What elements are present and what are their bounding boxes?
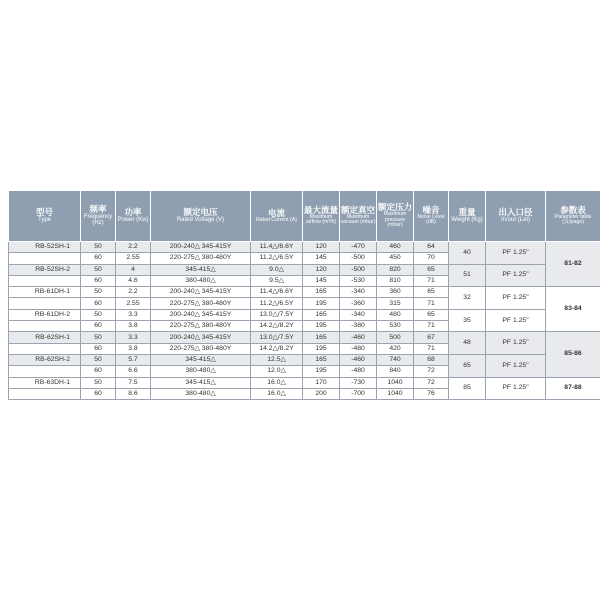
frequency: 60 [81, 275, 116, 286]
table-row [9, 332, 600, 343]
current: 9.0△ [251, 264, 303, 275]
pressure: 500 [377, 332, 414, 343]
voltage: 220-275△ 380-480Y [151, 343, 251, 354]
vacuum: -460 [340, 354, 377, 365]
inout: PF 1.25" [486, 332, 546, 355]
inout: PF 1.25" [486, 309, 546, 332]
vacuum: -460 [340, 332, 377, 343]
header-voltage: 额定电压 Rated Voltage (V) [151, 191, 251, 242]
airflow: 120 [303, 264, 340, 275]
power: 7.5 [116, 377, 151, 388]
vacuum: -730 [340, 377, 377, 388]
vacuum: -380 [340, 321, 377, 332]
vacuum: -700 [340, 388, 377, 399]
voltage: 345-415△ [151, 354, 251, 365]
power: 2.55 [116, 298, 151, 309]
noise: 70 [414, 253, 449, 264]
weight: 35 [449, 309, 486, 332]
header-parameter-table: 参数表 Parameter table (页/page) [546, 191, 600, 242]
pressure: 480 [377, 309, 414, 320]
noise: 72 [414, 366, 449, 377]
power: 2.55 [116, 253, 151, 264]
header-noise: 噪音 Noise Level (dB) [414, 191, 449, 242]
inout: PF 1.25" [486, 377, 546, 400]
noise: 65 [414, 287, 449, 298]
pressure: 1040 [377, 377, 414, 388]
weight: 48 [449, 332, 486, 355]
current: 12.5△ [251, 354, 303, 365]
pressure: 740 [377, 354, 414, 365]
inout: PF 1.25" [486, 287, 546, 310]
airflow: 195 [303, 298, 340, 309]
airflow: 165 [303, 354, 340, 365]
voltage: 380-480△ [151, 275, 251, 286]
header-frequency: 频率 Frequency (Hz) [81, 191, 116, 242]
frequency: 60 [81, 253, 116, 264]
pressure: 315 [377, 298, 414, 309]
power: 3.8 [116, 343, 151, 354]
header-current: 电流 Rated Current (A) [251, 191, 303, 242]
model-type [9, 388, 81, 399]
current: 14.2△/8.2Y [251, 321, 303, 332]
power: 2.2 [116, 242, 151, 253]
power: 6.6 [116, 366, 151, 377]
pressure: 1040 [377, 388, 414, 399]
current: 12.0△ [251, 366, 303, 377]
airflow: 165 [303, 309, 340, 320]
current: 16.0△ [251, 377, 303, 388]
header-weight: 重量 Weight (Kg) [449, 191, 486, 242]
current: 11.4△/6.6Y [251, 242, 303, 253]
parameter-page: 81-82 [546, 242, 600, 287]
model-type: RB-62SH-1 [9, 332, 81, 343]
model-type: RB-52SH-1 [9, 242, 81, 253]
inout: PF 1.25" [486, 354, 546, 377]
voltage: 200-240△ 345-415Y [151, 309, 251, 320]
airflow: 165 [303, 332, 340, 343]
current: 16.0△ [251, 388, 303, 399]
model-type: RB-62SH-2 [9, 354, 81, 365]
frequency: 50 [81, 287, 116, 298]
model-type [9, 275, 81, 286]
airflow: 145 [303, 275, 340, 286]
frequency: 50 [81, 377, 116, 388]
table-row [9, 309, 600, 320]
header-power: 功率 Power (Kw) [116, 191, 151, 242]
frequency: 60 [81, 298, 116, 309]
pressure: 450 [377, 253, 414, 264]
current: 9.5△ [251, 275, 303, 286]
model-type: RB-61DH-1 [9, 287, 81, 298]
weight: 85 [449, 377, 486, 400]
power: 4 [116, 264, 151, 275]
airflow: 165 [303, 287, 340, 298]
airflow: 195 [303, 321, 340, 332]
vacuum: -340 [340, 287, 377, 298]
current: 13.0△/7.5Y [251, 309, 303, 320]
voltage: 200-240△ 345-415Y [151, 242, 251, 253]
noise: 71 [414, 343, 449, 354]
model-type [9, 343, 81, 354]
vacuum: -530 [340, 275, 377, 286]
vacuum: -360 [340, 298, 377, 309]
power: 8.6 [116, 388, 151, 399]
weight: 32 [449, 287, 486, 310]
table-row [9, 377, 600, 388]
inout: PF 1.25" [486, 264, 546, 287]
current: 14.2△/8.2Y [251, 343, 303, 354]
noise: 64 [414, 242, 449, 253]
model-type: RB-52SH-2 [9, 264, 81, 275]
voltage: 345-415△ [151, 377, 251, 388]
voltage: 200-240△ 345-415Y [151, 287, 251, 298]
noise: 65 [414, 264, 449, 275]
airflow: 170 [303, 377, 340, 388]
model-type [9, 321, 81, 332]
model-type [9, 366, 81, 377]
weight: 51 [449, 264, 486, 287]
frequency: 50 [81, 354, 116, 365]
power: 4.6 [116, 275, 151, 286]
frequency: 60 [81, 343, 116, 354]
vacuum: -470 [340, 242, 377, 253]
voltage: 220-275△ 380-480Y [151, 321, 251, 332]
weight: 40 [449, 242, 486, 265]
voltage: 345-415△ [151, 264, 251, 275]
noise: 65 [414, 309, 449, 320]
voltage: 380-480△ [151, 388, 251, 399]
airflow: 145 [303, 253, 340, 264]
power: 3.3 [116, 332, 151, 343]
voltage: 220-275△ 380-480Y [151, 253, 251, 264]
airflow: 195 [303, 366, 340, 377]
table-row [9, 287, 600, 298]
weight: 65 [449, 354, 486, 377]
model-type: RB-61DH-2 [9, 309, 81, 320]
voltage: 200-240△ 345-415Y [151, 332, 251, 343]
parameter-page: 87-88 [546, 377, 600, 400]
inout: PF 1.25" [486, 242, 546, 265]
current: 11.2△/6.5Y [251, 253, 303, 264]
pressure: 530 [377, 321, 414, 332]
pressure: 460 [377, 242, 414, 253]
voltage: 380-480△ [151, 366, 251, 377]
vacuum: -500 [340, 253, 377, 264]
frequency: 50 [81, 264, 116, 275]
power: 3.3 [116, 309, 151, 320]
parameter-page: 83-84 [546, 287, 600, 332]
model-type [9, 253, 81, 264]
vacuum: -480 [340, 343, 377, 354]
header-airflow: 最大流量 Maximum airflow (m³/h) [303, 191, 340, 242]
noise: 72 [414, 377, 449, 388]
power: 3.8 [116, 321, 151, 332]
pressure: 810 [377, 275, 414, 286]
spec-table [8, 190, 600, 400]
airflow: 200 [303, 388, 340, 399]
current: 13.0△/7.5Y [251, 332, 303, 343]
airflow: 120 [303, 242, 340, 253]
noise: 71 [414, 321, 449, 332]
noise: 76 [414, 388, 449, 399]
table-row [9, 264, 600, 275]
pressure: 420 [377, 343, 414, 354]
current: 11.2△/6.5Y [251, 298, 303, 309]
frequency: 60 [81, 388, 116, 399]
frequency: 60 [81, 366, 116, 377]
frequency: 50 [81, 332, 116, 343]
vacuum: -500 [340, 264, 377, 275]
vacuum: -340 [340, 309, 377, 320]
power: 2.2 [116, 287, 151, 298]
noise: 67 [414, 332, 449, 343]
airflow: 195 [303, 343, 340, 354]
pressure: 820 [377, 264, 414, 275]
table-row [9, 242, 600, 253]
header-vacuum: 额定真空 Maximum vacuum (mbar) [340, 191, 377, 242]
noise: 71 [414, 275, 449, 286]
noise: 68 [414, 354, 449, 365]
pressure: 840 [377, 366, 414, 377]
table-row [9, 354, 600, 365]
power: 5.7 [116, 354, 151, 365]
header-pressure: 额定压力 Maximum pressure (mbar) [377, 191, 414, 242]
frequency: 50 [81, 309, 116, 320]
pressure: 360 [377, 287, 414, 298]
header-type: 型号 Type [9, 191, 81, 242]
current: 11.4△/6.6Y [251, 287, 303, 298]
frequency: 60 [81, 321, 116, 332]
parameter-page: 85-86 [546, 332, 600, 377]
frequency: 50 [81, 242, 116, 253]
header-row [9, 191, 600, 242]
noise: 71 [414, 298, 449, 309]
header-inout: 出入口径 In/out (Let) [486, 191, 546, 242]
vacuum: -480 [340, 366, 377, 377]
model-type [9, 298, 81, 309]
model-type: RB-63DH-1 [9, 377, 81, 388]
voltage: 220-275△ 380-480Y [151, 298, 251, 309]
